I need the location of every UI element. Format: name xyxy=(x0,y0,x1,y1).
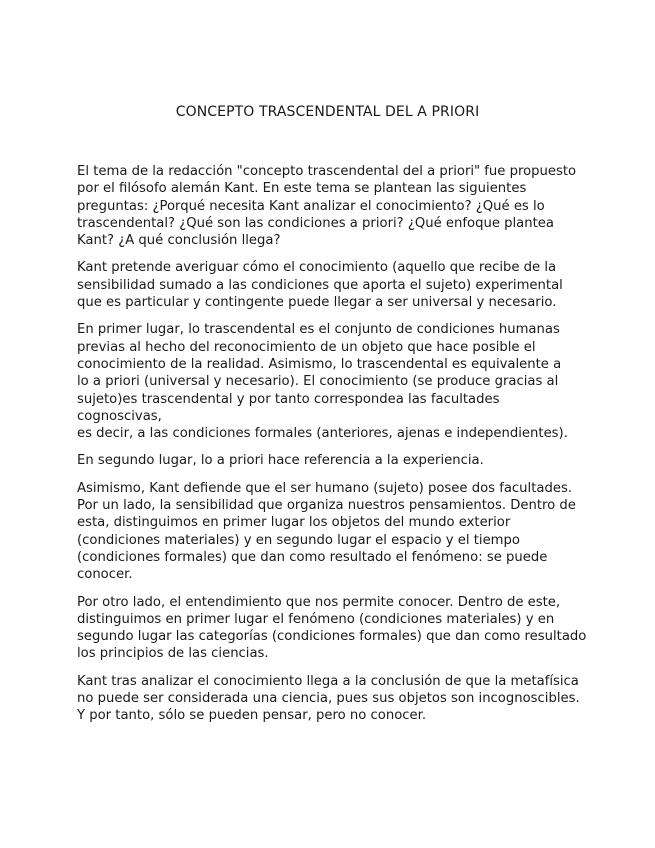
paragraph-kant-aim: Kant pretende averiguar cómo el conocimiento (aquello que recibe de la sensibilidad sumado a las condiciones que aporta el sujeto) experimental que es particular y contingente puede llegar a ser universal y necesario. xyxy=(77,260,563,311)
paragraph-entendimiento: Por otro lado, el entendimiento que nos permite conocer. Dentro de este, distinguimos en primer lugar el fenómeno (condiciones materiales) y en segundo lugar las categorías (condiciones formales) que dan como resultado los principios de las ciencias. xyxy=(77,594,587,662)
paragraph-conclusion: Kant tras analizar el conocimiento llega a la conclusión de que la metafísica no puede ser considerada una ciencia, pues sus objetos son incognoscibles. Y por tanto, sólo se pueden pensar, pero no conocer. xyxy=(77,673,580,724)
paragraph-a-priori: En segundo lugar, lo a priori hace referencia a la experiencia. xyxy=(77,453,484,469)
document-body xyxy=(77,163,587,735)
paragraph-facultades: Asimismo, Kant defiende que el ser humano (sujeto) posee dos facultades. Por un lado, la sensibilidad que organiza nuestros pensamientos. Dentro de esta, distinguimos en primer lugar los objetos del mundo exterior (condiciones materiales) y en segundo lugar el espacio y el tiempo (condiciones formales) que dan como resultado el fenómeno: se puede conocer. xyxy=(77,480,576,583)
document-title: CONCEPTO TRASCENDENTAL DEL A PRIORI xyxy=(175,104,480,120)
paragraph-trascendental: En primer lugar, lo trascendental es el conjunto de condiciones humanas previas al hecho del reconocimiento de un objeto que hace posible el conocimiento de la realidad. Asimismo, lo trascendental es equivalente a lo a priori (universal y necesario). El conocimiento (se produce gracias al sujeto)es trascendental y por tanto correspondea las facultades cognoscivas, es decir, a las condiciones formales (anteriores, ajenas e independientes). xyxy=(77,322,568,442)
paragraph-intro: El tema de la redacción "concepto trascendental del a priori" fue propuesto por el filósofo alemán Kant. En este tema se plantean las siguientes preguntas: ¿Porqué necesita Kant analizar el conocimiento? ¿Qué es lo trascendental? ¿Qué son las condiciones a priori? ¿Qué enfoque plantea Kant? ¿A qué conclusión llega? xyxy=(77,164,577,249)
